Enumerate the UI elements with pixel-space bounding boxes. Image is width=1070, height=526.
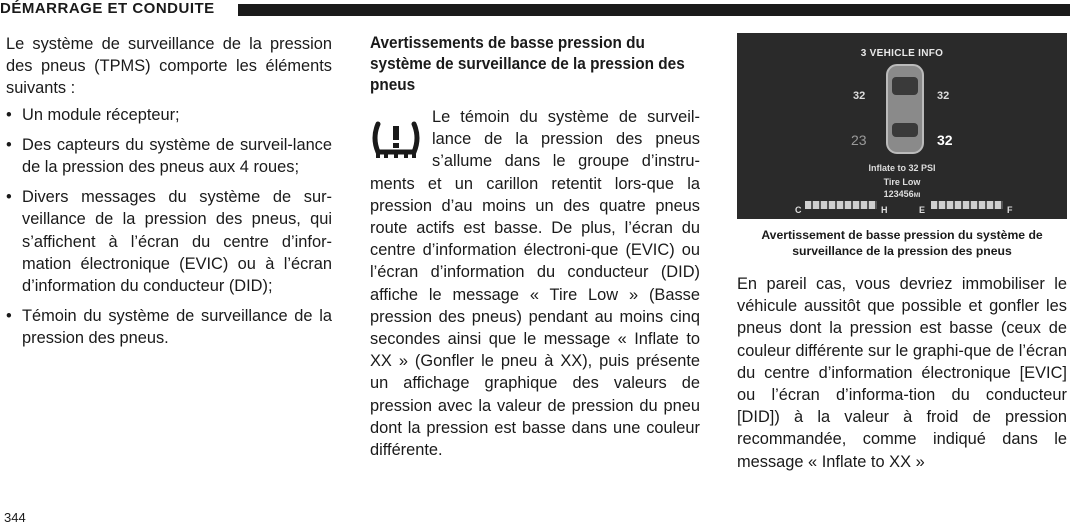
list-item xyxy=(6,134,332,178)
bullet-icon: • xyxy=(6,188,12,207)
temp-gauge xyxy=(805,201,877,209)
tire-rear-right-value: 32 xyxy=(937,132,953,148)
list-item-text: Témoin du système de surveillance de la pression des pneus. xyxy=(22,307,332,348)
list-item xyxy=(6,186,332,297)
section-heading: Avertissements de basse pression du système de surveillance de la pression des pneus xyxy=(370,34,685,94)
bullet-icon: • xyxy=(6,307,12,326)
column-3 xyxy=(737,33,1067,473)
header-rule xyxy=(238,4,1070,16)
tire-rear-left-value: 23 xyxy=(851,132,867,148)
list-item-text: Divers messages du système de sur-veillance de la pression des pneus, qui s’affichent à l’écran du centre d’infor-mation électronique (EVIC) ou à l’écran d’information du conducteur (DID); xyxy=(22,188,332,296)
action-paragraph: En pareil cas, vous devriez immobiliser le véhicule aussitôt que possible et gonfler les pneus dont la pression est basse (ceux de couleur différente sur le graphi-que de l’écran du centre d’information électronique [EVIC] ou l’écran d’informa-tion du conducteur [DID]) à la valeur à froid de pression recommandée, comme indiqué dans le message « Inflate to XX » xyxy=(737,275,1067,471)
list-item xyxy=(6,104,332,126)
intro-paragraph: Le système de surveillance de la pression des pneus (TPMS) comporte les éléments suivants : xyxy=(6,35,332,98)
list-item xyxy=(6,305,332,349)
tpms-paragraph: Le témoin du système de surveil-lance de la pression des pneus s’allume dans le groupe d’instru-ments et un carillon retentit lors-que la pression d’au moins un des quatre pneus route actifs est basse. De plus, l’écran du centre d’information électroni-que (EVIC) ou l’écran d’information du conducteur (DID) affiche le message « Tire Low » (Basse pression des pneus) pendant au moins cinq secondes ainsi que le message « Inflate to XX » (Gonfler le pneu à XX), puis présente un affichage graphique des valeurs de pression avec la valeur de pression du pneu dont la pression est basse dans une couleur différente. xyxy=(370,108,700,460)
section-title: DÉMARRAGE ET CONDUITE xyxy=(0,0,215,17)
component-list xyxy=(6,104,332,350)
bullet-icon: • xyxy=(6,105,12,124)
odometer-readout xyxy=(737,183,1067,207)
column-1 xyxy=(6,33,332,358)
fuel-full-label: F xyxy=(1007,205,1013,215)
tire-low-status: Tire Low xyxy=(883,177,921,187)
fuel-gauge xyxy=(931,201,1003,209)
evic-screen-image xyxy=(737,33,1067,219)
temp-high-label: H xyxy=(881,205,888,215)
tire-front-right-value: 32 xyxy=(937,90,950,102)
bullet-icon: • xyxy=(6,135,12,154)
screen-header: 3 VEHICLE INFO xyxy=(860,48,944,59)
odometer-unit: MI xyxy=(913,193,921,199)
page-number: 344 xyxy=(4,510,26,525)
list-item-text: Un module récepteur; xyxy=(22,105,180,124)
tire-front-left-value: 32 xyxy=(853,90,866,102)
column-2 xyxy=(370,33,700,461)
inflate-message: Inflate to 32 PSI xyxy=(868,163,936,173)
list-item-text: Des capteurs du système de surveil-lance de la pression des pneus aux 4 roues; xyxy=(22,135,332,177)
page-header xyxy=(0,0,1070,20)
odometer-value: 123456 xyxy=(883,189,914,199)
figure-caption: Avertissement de basse pression du système de surveillance de la pression des pneus xyxy=(761,228,1043,258)
warning-block xyxy=(370,106,700,461)
temp-low-label: C xyxy=(795,205,802,215)
vehicle-top-view-icon xyxy=(883,63,927,155)
tpms-warning-icon xyxy=(370,112,422,172)
fuel-empty-label: E xyxy=(919,205,926,215)
